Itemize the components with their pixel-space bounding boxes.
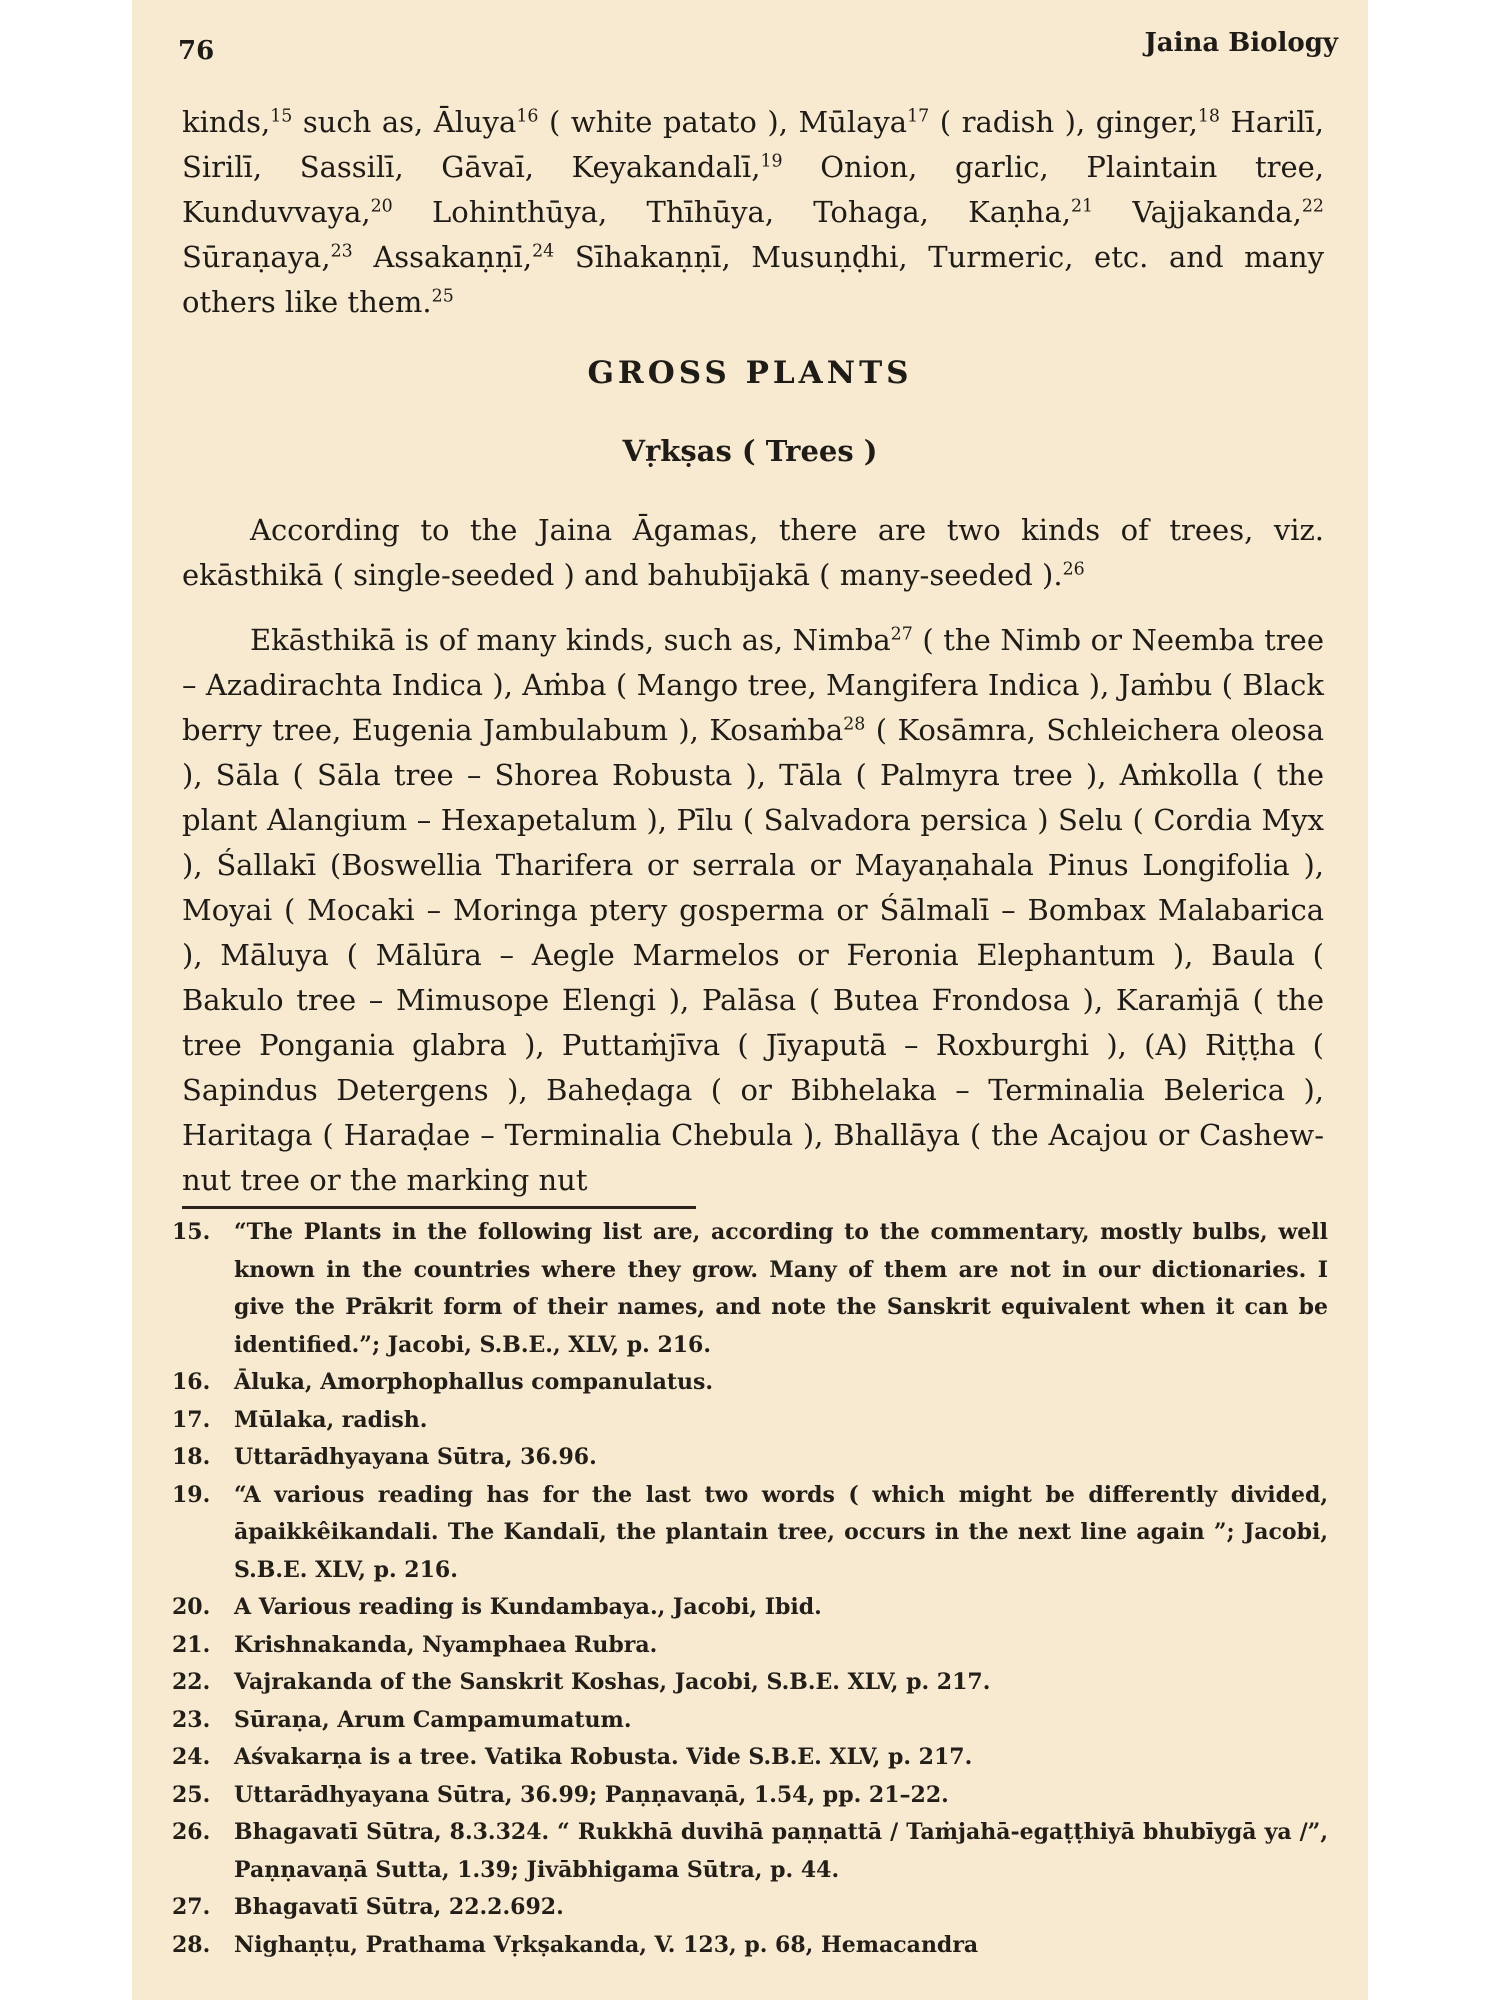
footnote: 21. Krishnakanda, Nyamphaea Rubra. — [172, 1631, 658, 1658]
footnote: 18. Uttarādhyayana Sūtra, 36.96. — [172, 1444, 597, 1470]
footnote-divider — [182, 1206, 696, 1209]
section-heading: GROSS PLANTS — [587, 355, 913, 391]
footnote: 27. Bhagavatī Sūtra, 22.2.692. — [172, 1894, 564, 1920]
paragraph-tree-kinds: According to the Jaina Āgamas, there are two kinds of trees, viz. ekāsthikā ( single-seeded ) and bahubījakā ( many-seeded ).$^{26}$ — [182, 513, 1324, 592]
sub-heading: Vṛkṣas ( Trees ) — [622, 434, 878, 468]
footnote: 15. “The Plants in the following list are, according to the commentary, mostly bulbs, well known in the countries where they grow. Many of them are not in our dictionaries. I give the Prākrit form of their names, and note the Sanskrit equivalent when it can be identified.”; Jacobi, S.B.E., XLV, p. 216. — [172, 1219, 1328, 1358]
footnote: 17. Mūlaka, radish. — [172, 1406, 428, 1433]
book-page — [132, 0, 1368, 2000]
footnote: 24. Aśvakarṇa is a tree. Vatika Robusta. Vide S.B.E. XLV, p. 217. — [172, 1744, 973, 1770]
footnote: 20. A Various reading is Kundambaya., Jacobi, Ibid. — [172, 1594, 822, 1620]
footnote: 16. Āluka, Amorphophallus companulatus. — [172, 1369, 714, 1395]
footnote: 22. Vajrakanda of the Sanskrit Koshas, Jacobi, S.B.E. XLV, p. 217. — [172, 1669, 991, 1695]
paragraph-root-plants: kinds,$^{15}$ such as, Āluya$^{16}$ ( white patato ), Mūlaya$^{17}$ ( radish ), ginger,$^{18}$ Harilī, Sirilī, Sassilī, Gāvaī, Keyakandalī,$^{19}$ Onion, garlic, Plaintain tree, Kunduvvaya,$^{20}$ Lohinthūya, Thīhūya, Tohaga, Kaṇha,$^{21}$ Vajjakanda,$^{22}$ Sūraṇaya,$^{23}$ Assakaṇṇī,$^{24}$ Sīhakaṇṇī, Musuṇḍhi, Turmeric, etc. and many others like them.$^{25}$ — [182, 105, 1324, 319]
page-header — [178, 28, 1338, 68]
footnote: 23. Sūraṇa, Arum Campamumatum. — [172, 1706, 632, 1733]
footnote: 25. Uttarādhyayana Sūtra, 36.99; Paṇṇavaṇā, 1.54, pp. 21–22. — [172, 1781, 949, 1808]
page-number: 76 — [178, 36, 215, 66]
footnote: 28. Nighaṇṭu, Prathama Vṛkṣakanda, V. 123, p. 68, Hemacandra — [172, 1931, 979, 1958]
footnote: 19. “A various reading has for the last two words ( which might be differently divided, āpaikkêikandali. The Kandalī, the plantain tree, occurs in the next line again ”; Jacobi, S.B.E. XLV, p. 216. — [172, 1481, 1328, 1583]
paragraph-ekasthika: Ekāsthikā is of many kinds, such as, Nimba$^{27}$ ( the Nimb or Neemba tree – Azadirachta Indica ), Aṁba ( Mango tree, Mangifera Indica ), Jaṁbu ( Black berry tree, Eugenia Jambulabum ), Kosaṁba$^{28}$ ( Kosāmra, Schleichera oleosa ), Sāla ( Sāla tree – Shorea Robusta ), Tāla ( Palmyra tree ), Aṁkolla ( the plant Alangium – Hexapetalum ), Pīlu ( Salvadora persica ) Selu ( Cordia Myx ), Śallakī (Boswellia Tharifera or serrala or Mayaṇahala Pinus Longifolia ), Moyai ( Mocaki – Moringa ptery gosperma or Śālmalī – Bombax Malabarica ), Māluya ( Mālūra – Aegle Marmelos or Feronia Elephantum ), Baula ( Bakulo tree – Mimusope Elengi ), Palāsa ( Butea Frondosa ), Karaṁjā ( the tree Pongania glabra ), Puttaṁjīva ( Jīyaputā – Roxburghi ), (A) Riṭṭha ( Sapindus Detergens ), Baheḍaga ( or Bibhelaka – Terminalia Belerica ), Haritaga ( Haraḍae – Terminalia Chebula ), Bhallāya ( the Acajou or Cashew-nut tree or the marking nut — [182, 623, 1324, 1197]
footnote: 26. Bhagavatī Sūtra, 8.3.324. “ Rukkhā duvihā paṇṇattā / Taṁjahā-egaṭṭhiyā bhubīygā ya /”, Paṇṇavaṇā Sutta, 1.39; Jivābhigama Sūtra, p. 44. — [172, 1819, 1328, 1883]
footnotes-list — [172, 1214, 1328, 1964]
running-title: Jaina Biology — [1144, 28, 1338, 58]
